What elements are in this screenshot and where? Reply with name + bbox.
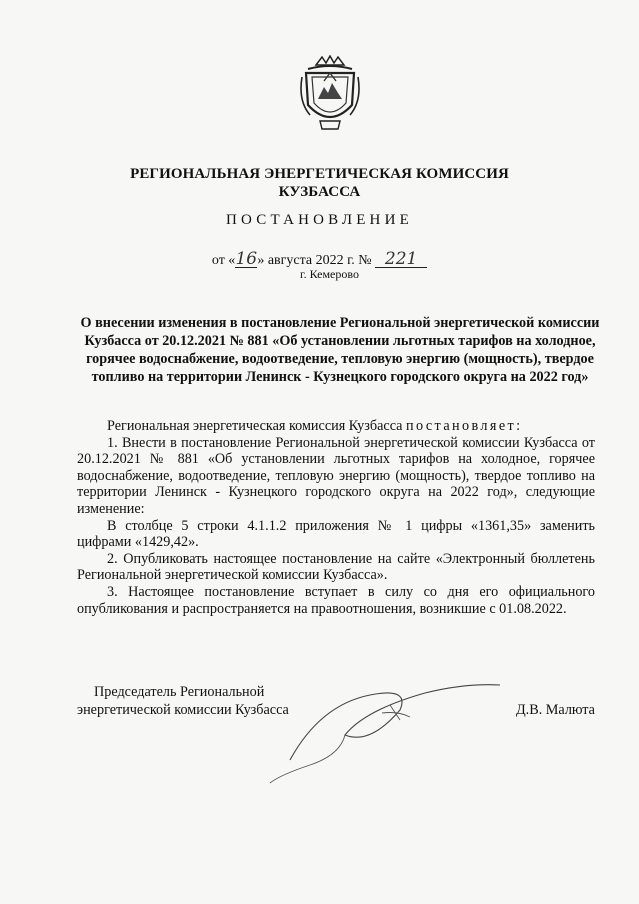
handwritten-signature <box>250 665 510 795</box>
organization-name-line1: РЕГИОНАЛЬНАЯ ЭНЕРГЕТИЧЕСКАЯ КОМИССИЯ <box>130 166 509 182</box>
item-1-detail: В столбце 5 строки 4.1.1.2 приложения № 1 цифры «1361,35» заменить цифрами «1429,42». <box>77 517 595 551</box>
document-type: ПОСТАНОВЛЕНИЕ <box>226 212 413 228</box>
organization-name-line2: КУЗБАССА <box>278 184 361 200</box>
item-3: 3. Настоящее постановление вступает в силу со дня его официального опубликования и распространяется на правоотношения, возникшие с 01.08.2022. <box>77 583 595 617</box>
document-body <box>77 418 595 617</box>
document-number-handwritten: 221 <box>375 251 427 268</box>
city: г. Кемерово <box>300 267 359 281</box>
date-day-handwritten: 16 <box>235 249 258 269</box>
intro-paragraph <box>77 418 595 435</box>
item-2: 2. Опубликовать настоящее постановление на сайте «Электронный бюллетень Региональной энергетической комиссии Кузбасса». <box>77 550 595 584</box>
coat-of-arms-emblem <box>298 55 362 135</box>
document-title: О внесении изменения в постановление Региональной энергетической комиссии Кузбасса от 20.12.2021 № 881 «Об установлении льготных тарифов на холодное, горячее водоснабжение, водоотведение, тепловую энергию (мощность), твердое топливо на территории Ленинск - Кузнецкого городского округа на 2022 год» <box>80 315 600 385</box>
decree-word: постановляет: <box>406 418 523 434</box>
date-prefix: от « <box>211 253 236 268</box>
item-1: 1. Внести в постановление Региональной энергетической комиссии Кузбасса от 20.12.2021 № 881 «Об установлении льготных тарифов на холодное, горячее водоснабжение, водоотведение, тепловую энергию (мощность), твердое топливо на территории Ленинск - Кузнецкого городского округа на 2022 год», следующие изменение: <box>77 434 595 517</box>
date-month-year: » августа 2022 г. № <box>257 253 376 268</box>
intro-text: Региональная энергетическая комиссия Кузбасса <box>107 418 407 434</box>
position-line2: энергетической комиссии Кузбасса <box>77 702 289 718</box>
signatory-name: Д.В. Малюта <box>516 702 595 718</box>
position-line1: Председатель Региональной <box>94 684 265 700</box>
